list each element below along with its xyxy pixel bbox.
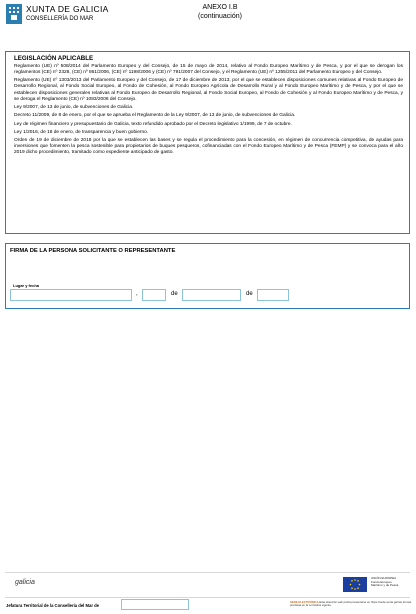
legislation-item: Ley 1/2016, de 18 de enero, de transparencia y buen gobierno. bbox=[14, 129, 149, 135]
legislation-title: LEGISLACIÓN APLICABLE bbox=[14, 55, 94, 62]
footer-note-text: Esta dirección web podrá presentarse en https://sede.xunta.gal las formas previstas en la normativa vigente. bbox=[290, 600, 412, 608]
jefatura-input[interactable] bbox=[121, 599, 189, 610]
xunta-shield-icon bbox=[6, 4, 22, 24]
dept-name: CONSELLERÍA DO MAR bbox=[26, 16, 94, 22]
legislation-section bbox=[5, 51, 410, 234]
legislation-item: Ley 9/2007, de 13 de junio, de subvenciones de Galicia. bbox=[14, 104, 134, 110]
galicia-logo: galicia bbox=[15, 579, 35, 586]
signature-section bbox=[5, 243, 410, 309]
eu-fund-label: UNIÓN EUROPEA Fondo Europeo Marítimo y de Pesca bbox=[371, 576, 399, 588]
xunta-logo bbox=[6, 3, 126, 31]
place-input[interactable] bbox=[10, 289, 132, 301]
de-separator: de bbox=[171, 291, 178, 297]
annex-subtitle: (continuación) bbox=[198, 13, 242, 20]
comma-separator: , bbox=[136, 291, 138, 297]
eu-flag-icon bbox=[343, 577, 367, 592]
logos-bar bbox=[5, 572, 410, 598]
month-input[interactable] bbox=[182, 289, 241, 301]
legislation-item: Reglamento (UE) nº 1303/2013 del Parlamento Europeo y del Consejo, de 17 de diciembre de 2013, por el que se establecen disposiciones comunes relativas al Fondo Europeo de Desarrollo Regional, al Fondo Social Europeo, al Fondo de Cohesión, al Fondo Europeo Agrícola de Desarrollo Rural y al Fondo Europeo Marítimo y de Pesca, y por el que se establecen disposiciones generales relativas al Fondo Europeo de Desarrollo Regional, al Fondo Social Europeo, al Fondo de Cohesión y al Fondo Europeo Marítimo y de Pesca, y se deroga el Reglamento (CE) nº 1083/2006 del Consejo. bbox=[14, 78, 403, 102]
legislation-item: Decreto 11/2009, de 8 de enero, por el que se aprueba el Reglamento de la Ley 9/2007, de 13 de junio, de subvenciones de Galicia. bbox=[14, 113, 296, 119]
annex-title bbox=[190, 3, 250, 21]
footer-note bbox=[290, 601, 412, 607]
annex-label: ANEXO I.B bbox=[202, 4, 238, 11]
legislation-item: Orden de 19 de diciembre de 2018 por la que se establecen las bases y se regula el procedimiento para la concesión, en régimen de concurrencia competitiva, de ayudas para inversiones que fomenten la pesca sostenible para propietarios de buques pesqueros, cofinanciadas con el Fondo Europeo Marítimo y de Pesca (FEMP) y se convoca para el año 2019 dicho procedimiento, tramitado como expediente anticipado de gasto. bbox=[14, 138, 403, 156]
de-separator: de bbox=[246, 291, 253, 297]
footer-jefatura-label: Jefatura Territorial de la Consellería del Mar de bbox=[6, 603, 100, 608]
legislation-item: Ley de régimen financiero y presupuestario de Galicia, texto refundido aprobado por el Decreto legislativo 1/1999, de 7 de octubre. bbox=[14, 121, 292, 127]
day-input[interactable] bbox=[142, 289, 166, 301]
year-input[interactable] bbox=[257, 289, 289, 301]
sede-electronica-brand: SEDE ELECTRÓNICA bbox=[290, 600, 319, 604]
legislation-item: Reglamento (UE) nº 508/2014 del Parlamento Europeo y del Consejo, de 15 de mayo de 2014, relativo al Fondo Europeo Marítimo y de Pesca, y por el que se derogan los reglamentos (CE) nº 2328, (CE) nº 861/2006, (CE) nº 1198/2006 y (CE) nº 791/2007 del Consejo, y el Reglamento (UE) nº 1255/2011 del Parlamento Europeo y del Consejo. bbox=[14, 64, 403, 76]
org-name: XUNTA DE GALICIA bbox=[26, 4, 109, 14]
place-date-label: Lugar y fecha bbox=[13, 283, 40, 288]
signature-title: FIRMA DE LA PERSONA SOLICITANTE O REPRESENTANTE bbox=[10, 248, 176, 254]
